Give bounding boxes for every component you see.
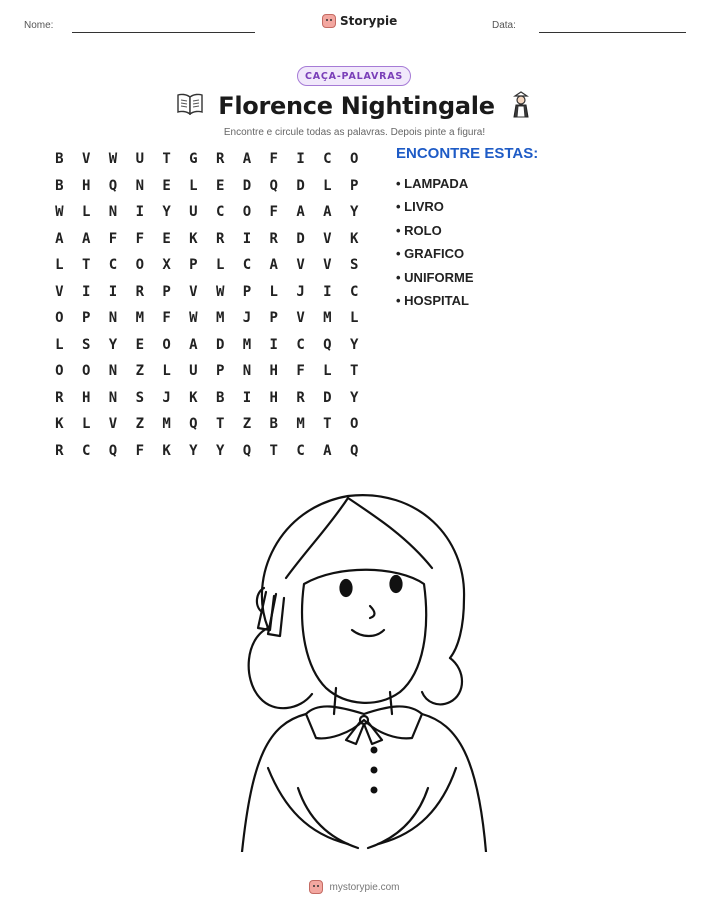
grid-letter[interactable]: V — [108, 416, 118, 433]
grid-letter[interactable]: A — [323, 442, 332, 459]
word-item: • HOSPITAL — [396, 289, 538, 312]
grid-row — [46, 146, 368, 173]
grid-letter[interactable]: L — [81, 416, 91, 433]
grid-letter[interactable]: I — [108, 283, 118, 300]
word-search-grid[interactable] — [46, 146, 368, 464]
grid-letter[interactable]: Z — [135, 363, 144, 380]
grid-letter[interactable]: A — [189, 336, 198, 353]
grid-letter[interactable]: F — [296, 363, 305, 380]
grid-letter[interactable]: O — [162, 336, 171, 353]
grid-letter[interactable]: O — [81, 363, 91, 380]
word-item: • UNIFORME — [396, 266, 538, 289]
word-item: • LIVRO — [396, 195, 538, 218]
grid-letter[interactable]: W — [108, 151, 118, 168]
name-line — [72, 32, 255, 33]
grid-letter[interactable]: C — [296, 336, 305, 353]
grid-letter[interactable]: Q — [242, 442, 252, 459]
grid-letter[interactable]: S — [135, 389, 144, 406]
grid-letter[interactable]: G — [189, 151, 198, 168]
grid-letter[interactable]: P — [215, 363, 225, 380]
grid-letter[interactable]: C — [323, 151, 332, 168]
page-title: Florence Nightingale — [218, 92, 495, 120]
grid-letter[interactable]: U — [135, 151, 144, 168]
grid-letter[interactable]: Y — [349, 204, 359, 221]
grid-letter[interactable]: D — [296, 230, 305, 247]
grid-letter[interactable]: F — [162, 310, 171, 327]
grid-letter[interactable]: U — [189, 363, 198, 380]
grid-letter[interactable]: L — [215, 257, 225, 274]
grid-letter[interactable]: T — [162, 151, 171, 168]
grid-letter[interactable]: I — [296, 151, 305, 168]
grid-letter[interactable]: Q — [349, 442, 359, 459]
grid-letter[interactable]: V — [296, 257, 305, 274]
grid-letter[interactable]: S — [81, 336, 91, 353]
grid-letter[interactable]: L — [323, 177, 332, 194]
grid-letter[interactable]: D — [215, 336, 225, 353]
grid-letter[interactable]: M — [323, 310, 332, 327]
grid-letter[interactable]: P — [349, 177, 359, 194]
grid-letter[interactable]: J — [242, 310, 252, 327]
grid-row — [46, 226, 368, 253]
grid-letter[interactable]: Q — [189, 416, 198, 433]
grid-letter[interactable]: Q — [269, 177, 278, 194]
grid-letter[interactable]: R — [269, 230, 278, 247]
grid-letter[interactable]: O — [55, 363, 64, 380]
grid-letter[interactable]: L — [55, 336, 64, 353]
grid-letter[interactable]: B — [55, 177, 64, 194]
grid-letter[interactable]: K — [349, 230, 359, 247]
instructions: Encontre e circule todas as palavras. Depois pinte a figura! — [223, 127, 486, 138]
grid-letter[interactable]: C — [296, 442, 305, 459]
title-row — [0, 90, 709, 122]
grid-letter[interactable]: M — [135, 310, 144, 327]
grid-letter[interactable]: Y — [349, 336, 359, 353]
grid-letter[interactable]: R — [135, 283, 144, 300]
grid-letter[interactable]: L — [189, 177, 198, 194]
grid-letter[interactable]: E — [135, 336, 144, 353]
grid-letter[interactable]: R — [296, 389, 305, 406]
grid-letter[interactable]: T — [349, 363, 359, 380]
category-badge: CAÇA-PALAVRAS — [297, 66, 411, 86]
grid-letter[interactable]: H — [81, 389, 91, 406]
grid-letter[interactable]: L — [269, 283, 278, 300]
grid-letter[interactable]: D — [242, 177, 252, 194]
grid-letter[interactable]: K — [162, 442, 171, 459]
grid-row — [46, 252, 368, 279]
grid-letter[interactable]: P — [162, 283, 171, 300]
grid-letter[interactable]: P — [189, 257, 198, 274]
grid-row — [46, 279, 368, 306]
grid-letter[interactable]: W — [55, 204, 64, 221]
grid-letter[interactable]: A — [242, 151, 252, 168]
grid-letter[interactable]: R — [215, 151, 225, 168]
grid-letter[interactable]: Z — [135, 416, 144, 433]
grid-letter[interactable]: O — [135, 257, 144, 274]
grid-letter[interactable]: A — [296, 204, 305, 221]
grid-letter[interactable]: P — [242, 283, 252, 300]
grid-letter[interactable]: Q — [108, 177, 118, 194]
grid-letter[interactable]: Q — [323, 336, 332, 353]
grid-letter[interactable]: F — [269, 151, 278, 168]
grid-letter[interactable]: H — [269, 363, 278, 380]
grid-letter[interactable]: T — [269, 442, 278, 459]
grid-letter[interactable]: L — [81, 204, 91, 221]
grid-letter[interactable]: V — [55, 283, 64, 300]
grid-letter[interactable]: L — [55, 257, 64, 274]
grid-letter[interactable]: V — [296, 310, 305, 327]
grid-letter[interactable]: U — [189, 204, 198, 221]
grid-letter[interactable]: M — [162, 416, 171, 433]
grid-letter[interactable]: Y — [349, 389, 359, 406]
grid-letter[interactable]: Y — [189, 442, 198, 459]
grid-row — [46, 332, 368, 359]
word-list-title: ENCONTRE ESTAS: — [396, 145, 539, 162]
grid-letter[interactable]: V — [189, 283, 198, 300]
grid-letter[interactable]: K — [189, 230, 198, 247]
grid-row — [46, 438, 368, 465]
grid-letter[interactable]: A — [269, 257, 278, 274]
grid-letter[interactable]: C — [242, 257, 252, 274]
word-list — [396, 145, 538, 312]
grid-letter[interactable]: F — [135, 442, 144, 459]
grid-letter[interactable]: M — [296, 416, 305, 433]
grid-letter[interactable]: C — [215, 204, 225, 221]
grid-letter[interactable]: I — [323, 283, 332, 300]
brand-name: Storypie — [340, 14, 398, 28]
name-label: Nome: — [24, 20, 54, 31]
grid-letter[interactable]: R — [55, 389, 64, 406]
grid-letter[interactable]: V — [323, 257, 332, 274]
grid-letter[interactable]: V — [323, 230, 332, 247]
grid-letter[interactable]: L — [349, 310, 359, 327]
grid-letter[interactable]: C — [108, 257, 118, 274]
grid-letter[interactable]: O — [242, 204, 252, 221]
grid-letter[interactable]: I — [242, 389, 252, 406]
grid-letter[interactable]: Y — [108, 336, 118, 353]
storypie-logo-icon — [322, 14, 336, 28]
grid-letter[interactable]: T — [81, 257, 91, 274]
grid-letter[interactable]: D — [296, 177, 305, 194]
grid-letter[interactable]: E — [162, 230, 171, 247]
grid-letter[interactable]: N — [108, 363, 118, 380]
date-line — [539, 32, 686, 33]
grid-letter[interactable]: A — [55, 230, 64, 247]
grid-letter[interactable]: V — [81, 151, 91, 168]
grid-letter[interactable]: B — [55, 151, 64, 168]
grid-letter[interactable]: C — [349, 283, 359, 300]
grid-letter[interactable]: T — [215, 416, 225, 433]
footer — [0, 880, 709, 894]
grid-letter[interactable]: I — [81, 283, 91, 300]
grid-letter[interactable]: K — [189, 389, 198, 406]
grid-letter[interactable]: E — [215, 177, 225, 194]
grid-letter[interactable]: D — [323, 389, 332, 406]
grid-letter[interactable]: K — [55, 416, 64, 433]
grid-letter[interactable]: C — [81, 442, 91, 459]
grid-letter[interactable]: P — [269, 310, 278, 327]
grid-row — [46, 385, 368, 412]
grid-row — [46, 305, 368, 332]
grid-letter[interactable]: M — [215, 310, 225, 327]
storypie-logo-icon — [309, 880, 323, 894]
date-label: Data: — [492, 20, 516, 31]
grid-letter[interactable]: W — [189, 310, 198, 327]
grid-letter[interactable]: L — [323, 363, 332, 380]
grid-letter[interactable]: R — [215, 230, 225, 247]
grid-letter[interactable]: S — [349, 257, 359, 274]
grid-letter[interactable]: O — [349, 151, 359, 168]
grid-letter[interactable]: B — [269, 416, 278, 433]
coloring-illustration[interactable] — [228, 488, 498, 856]
grid-letter[interactable]: F — [108, 230, 118, 247]
footer-url[interactable]: mystorypie.com — [329, 881, 400, 893]
grid-letter[interactable]: N — [108, 389, 118, 406]
grid-letter[interactable]: T — [323, 416, 332, 433]
word-item: • GRAFICO — [396, 242, 538, 265]
grid-letter[interactable]: Y — [215, 442, 225, 459]
grid-letter[interactable]: N — [108, 204, 118, 221]
grid-letter[interactable]: J — [296, 283, 305, 300]
grid-letter[interactable]: P — [81, 310, 91, 327]
grid-letter[interactable]: I — [269, 336, 278, 353]
grid-letter[interactable]: Y — [162, 204, 171, 221]
grid-row — [46, 411, 368, 438]
grid-letter[interactable]: L — [162, 363, 171, 380]
brand — [322, 14, 397, 28]
grid-letter[interactable]: X — [162, 257, 171, 274]
grid-letter[interactable]: Z — [242, 416, 252, 433]
grid-letter[interactable]: M — [242, 336, 252, 353]
grid-letter[interactable]: O — [55, 310, 64, 327]
grid-letter[interactable]: A — [323, 204, 332, 221]
grid-letter[interactable]: H — [81, 177, 91, 194]
word-item: • ROLO — [396, 219, 538, 242]
grid-letter[interactable]: N — [108, 310, 118, 327]
grid-letter[interactable]: N — [135, 177, 144, 194]
grid-letter[interactable]: J — [162, 389, 171, 406]
grid-letter[interactable]: N — [242, 363, 252, 380]
nurse-icon — [509, 90, 533, 122]
grid-letter[interactable]: R — [55, 442, 64, 459]
grid-letter[interactable]: E — [162, 177, 171, 194]
grid-letter[interactable]: O — [349, 416, 359, 433]
grid-letter[interactable]: H — [269, 389, 278, 406]
grid-row — [46, 199, 368, 226]
grid-letter[interactable]: I — [135, 204, 144, 221]
open-book-icon — [176, 93, 204, 119]
grid-letter[interactable]: A — [81, 230, 91, 247]
word-item: • LAMPADA — [396, 172, 538, 195]
grid-letter[interactable]: W — [215, 283, 225, 300]
grid-letter[interactable]: I — [242, 230, 252, 247]
grid-letter[interactable]: B — [215, 389, 225, 406]
grid-row — [46, 173, 368, 200]
grid-row — [46, 358, 368, 385]
grid-letter[interactable]: Q — [108, 442, 118, 459]
grid-letter[interactable]: F — [135, 230, 144, 247]
grid-letter[interactable]: F — [269, 204, 278, 221]
